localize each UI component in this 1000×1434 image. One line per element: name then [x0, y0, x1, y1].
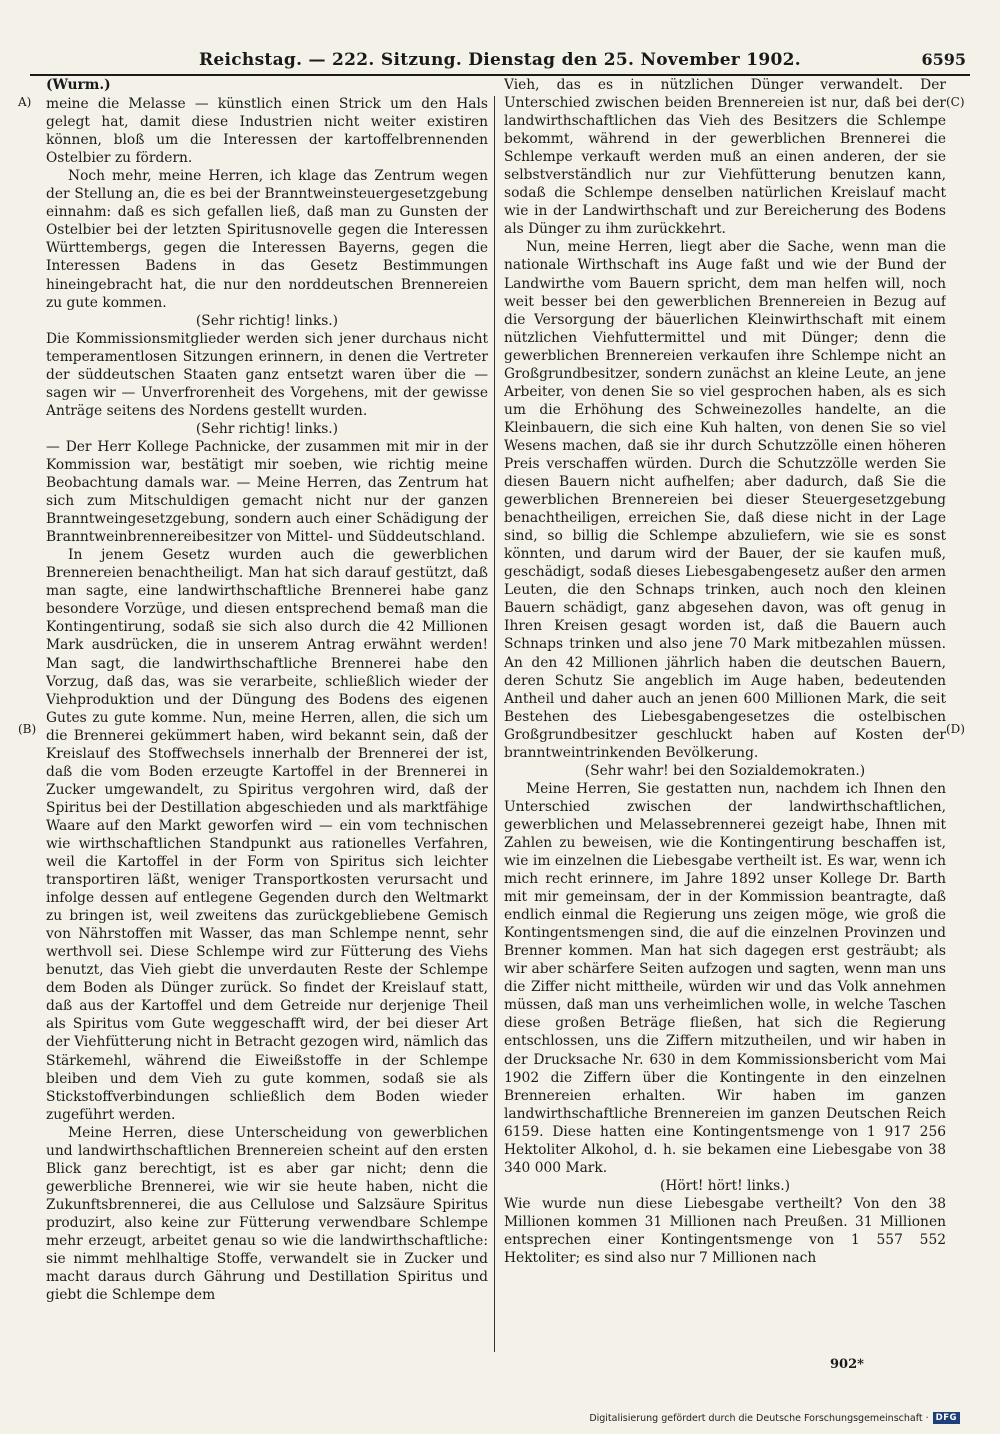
reaction-note: (Hört! hört! links.) — [660, 1177, 790, 1194]
paragraph: In jenem Gesetz wurden auch die gewerblichen Brennereien benachtheiligt. Man hat sich darauf gestützt, daß man sagte, eine landwirthschaftliche Brennerei habe ganz besondere Vorzüge, und diesen entsprechend bemaß man die Kontingentirung, sodaß sie sich also durch die 42 Millionen Mark ausdrücken, die in unserem Antrag erwähnt werden! Man sagt, die landwirthschaftliche Brennerei habe den Vorzug, daß das, was sie verarbeite, schließlich wieder der Viehproduktion und der Düngung des Bodens des eigenen Gutes zu gute komme. Nun, meine Herren, allen, die sich um die Brennerei gekümmert haben, wird bekannt sein, daß der Kreislauf des Stoffwechsels innerhalb der Brennerei der ist, daß die vom Boden erzeugte Kartoffel in der Brennerei in Zucker umgewandelt, zu Spiritus vergohren wird, daß der Spiritus bei der Destillation abgeschieden und als marktfähige Waare auf den Markt geworfen wird — ein vom technischen wie wirthschaftlichen Standpunkt aus rationelles Verfahren, weil die Kartoffel in der Form von Spiritus sich leichter transportiren läßt, weniger Transportkosten verursacht und infolge dessen auf entlegene Gegenden durch den Weltmarkt zu bringen ist, weil zweitens das zurückgebliebene Gemisch von Nährstoffen mit Wasser, das man Schlempe nennt, sehr werthvoll sei. Diese Schlempe wird zur Fütterung des Viehs benutzt, das Vieh giebt die unverdauten Reste der Schlempe dem Boden als Dünger zurück. So findet der Kreislauf statt, daß aus der Kartoffel und dem Getreide nur derjenige Theil als Spiritus vom Gute weggeschafft wird, der bei dieser Art der Viehfütterung nicht in Betracht gezogen wird, nämlich das Stärkemehl, während die Eiweißstoffe in der Schlempe bleiben und dem Vieh zu gute kommen, sodaß sie als Stickstoffverbindungen schließlich dem Boden wieder zugeführt werden. — [46, 547, 488, 1123]
page-number: 6595 — [921, 50, 966, 69]
speaker-name: (Wurm.) — [46, 77, 111, 93]
paragraph: meine die Melasse — künstlich einen Strick um den Hals gelegt hat, damit diese Industrien nicht weiter existiren können, bloß um die Interessen der kartoffelbrennenden Ostelbier zu fördern. — [46, 96, 488, 167]
paragraph: — Der Herr Kollege Pachnicke, der zusammen mit mir in der Kommission war, bestätigt mir soeben, wie richtig meine Beobachtung damals war. — Meine Herren, das Zentrum hat sich zum Mitschuldigen gemacht nicht nur der ganzen Branntweingesetzgebung, sondern auch einer Schädigung der Branntweinbrennereibesitzer von Mittel- und Süddeutschland. — [46, 438, 488, 546]
paragraph: Die Kommissionsmitglieder werden sich jener durchaus nicht temperamentlosen Sitzungen erinnern, in denen die Vertreter der süddeutschen Staaten ganz entsetzt waren über die — sagen wir — Unverfrorenheit des Vorgehens, mit der gewisse Anträge seitens des Nordens gestellt wurden. — [46, 330, 488, 419]
footer-credit-text: Digitalisierung gefördert durch die Deutsche Forschungsgemeinschaft · — [589, 1412, 929, 1424]
paragraph: Nun, meine Herren, liegt aber die Sache, wenn man die nationale Wirthschaft ins Auge faßt und wie der Bund der Landwirthe vom Bauern spricht, dem man helfen will, noch weit besser bei den gewerblichen Brennereien in Bezug auf die Versorgung der bäuerlichen Kleinwirthschaft mit einem nützlichen Viehfuttermittel und mit Dünger; denn die gewerblichen Brennereien verkaufen ihre Schlempe nicht an Großgrundbesitzer, sondern zunächst an kleine Leute, an jene Arbeiter, von denen Sie so viel gesprochen haben, als es sich um die Erhöhung des Schweinezolles handelte, an die Kleinbauern, die sich eine Kuh halten, von denen Sie so viel Wesens machen, daß sie ihr durch Schutzzölle einen höheren Preis verschaffen würden. Durch die Schutzzölle werden Sie diesen Bauern nicht aufhelfen; aber dadurch, daß Sie die gewerblichen Brennereien bei dieser Steuergesetzgebung benachtheiligen, erreichen Sie, daß diese nicht in der Lage sind, so billig die Schlempe abzuliefern, wie sie es sonst könnten, und darum wird der Bauer, der sie kaufen muß, geschädigt, sodaß dieses Liebesgabengesetz außer den armen Leuten, die den Schnaps trinken, auch noch den kleinen Bauern schädigt, ganz abgesehen davon, was oft genug in Ihren Kreisen gesagt worden ist, daß die Bauern auch Schnaps trinken und also jene 70 Mark mitbezahlen müssen. An den 42 Millionen jährlich haben die deutschen Bauern, deren Schutz Sie angeblich im Auge haben, bedeutenden Antheil und daher auch an jenen 600 Millionen Mark, die seit Bestehen des Liebesgabengesetzes die ostelbischen Großgrundbesitzer geschluckt haben auf Kosten der branntweintrinkenden Bevölkerung. — [504, 239, 946, 761]
paragraph: Meine Herren, Sie gestatten nun, nachdem ich Ihnen den Unterschied zwischen der landwirthschaftlichen, gewerblichen und Melassebrennerei gezeigt habe, Ihnen mit Zahlen zu beweisen, wie die Kontingentirung beschaffen ist, wie im einzelnen die Liebesgabe vertheilt ist. Es war, wenn ich mich recht erinnere, im Jahre 1892 unser Kollege Dr. Barth mit mir gemeinsam, der in der Kommission beantragte, daß endlich einmal die Regierung uns zeigen möge, wie groß die Kontingentsmengen sind, die auf die einzelnen Provinzen und Brenner kommen. Man hat sich dagegen erst gesträubt; als wir aber schärfere Seiten aufzogen und sagten, wenn man uns die Ziffer nicht mittheile, würden wir und das Volk annehmen müssen, daß man uns verheimlichen wolle, in welche Taschen diese großen Beträge fließen, hat sich die Regierung entschlossen, uns die Ziffern mitzutheilen, und wir haben in der Drucksache Nr. 630 in dem Kommissionsbericht vom Mai 1902 die Ziffern über die Kontingente in den einzelnen Brennereien erhalten. Wir haben im ganzen landwirthschaftliche Brennereien im ganzen Deutschen Reich 6159. Diese hatten eine Kontingentsmenge von 1 917 256 Hektoliter Alkohol, d. h. sie bekamen eine Liebesgabe von 38 340 000 Mark. — [504, 780, 946, 1176]
margin-mark-d: (D) — [946, 722, 965, 736]
footer-credit — [589, 1412, 960, 1424]
reaction-note: (Sehr wahr! bei den Sozialdemokraten.) — [584, 762, 866, 779]
dfg-logo-icon: DFG — [933, 1412, 960, 1424]
paragraph: Vieh, das es in nützlichen Dünger verwandelt. Der Unterschied zwischen beiden Brennereien ist nur, daß bei der landwirthschaftlichen das Vieh des Besitzers die Schlempe bekommt, während in der gewerblichen Brennerei die Schlempe verkauft werden muß an einen anderen, der sie selbstverständlich nur zur Viehfütterung benutzen kann, sodaß die Schlempe denselben natürlichen Kreislauf macht wie in der Landwirthschaft und zur Bereicherung des Bodens als Dünger zu ihm zurückkehrt. — [504, 77, 946, 238]
reaction-note: (Sehr richtig! links.) — [195, 420, 339, 437]
page-title: Reichstag. — 222. Sitzung. Dienstag den 25. November 1902. — [198, 50, 802, 70]
margin-mark-b: (B) — [18, 722, 37, 736]
right-column — [504, 76, 946, 1356]
margin-mark-a: A) — [18, 95, 32, 109]
reaction-note: (Sehr richtig! links.) — [195, 312, 339, 329]
margin-mark-c: (C) — [946, 95, 965, 109]
paragraph: Meine Herren, diese Unterscheidung von gewerblichen und landwirthschaftlichen Brennereien scheint auf den ersten Blick ganz berechtigt, ist es aber gar nicht; denn die gewerbliche Brennerei, wie wir sie heute haben, nicht die Zukunftsbrennerei, die aus Cellulose und Salzsäure Spiritus produzirt, also keine zur Fütterung verwendbare Schlempe mehr erzeugt, arbeitet genau so wie die landwirthschaftliche: sie nimmt mehlhaltige Stoffe, verwandelt sie in Zucker und macht daraus durch Gährung und Destillation Spiritus und giebt die Schlempe dem — [46, 1124, 488, 1304]
paragraph: Wie wurde nun diese Liebesgabe vertheilt? Von den 38 Millionen kommen 31 Millionen nach Preußen. 31 Millionen entsprechen einer Kontingentsmenge von 1 557 552 Hektoliter; es sind also nur 7 Millionen nach — [504, 1195, 946, 1267]
page-header — [30, 48, 970, 76]
left-column — [46, 76, 488, 1356]
column-divider — [494, 96, 495, 1352]
paragraph: Noch mehr, meine Herren, ich klage das Zentrum wegen der Stellung an, die es bei der Branntweinsteuergesetzgebung einnahm: daß es sich gefallen ließ, daß man zu Gunsten der Ostelbier bei der letzten Spiritusnovelle gegen die Interessen Württembergs, gegen die Interessen Bayerns, gegen die Interessen Badens in das Gesetz Bestimmungen hineingebracht hat, die nur den norddeutschen Brennereien zu gute kommen. — [46, 168, 488, 311]
signature-mark: 902* — [830, 1357, 864, 1372]
